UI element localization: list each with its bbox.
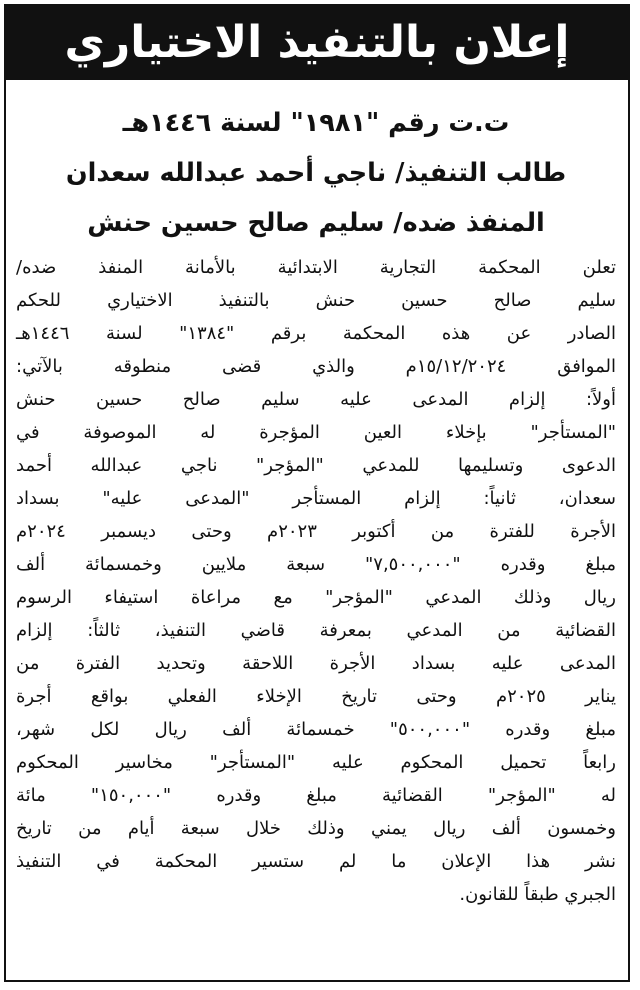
body-line: الأجرة للفترة من أكتوبر ٢٠٢٣م وحتى ديسمبر ٢٠٢٤م	[16, 521, 617, 542]
body-line: مبلغ وقدره "٧,٥٠٠,٠٠٠" سبعة ملايين وخمسمائة ألف	[16, 554, 616, 575]
notice-title: إعلان بالتنفيذ الاختياري	[64, 17, 570, 68]
notice-header	[6, 6, 628, 80]
notice-body	[16, 251, 616, 911]
body-line: وخمسون ألف ريال يمني وذلك خلال سبعة أيام من تاريخ	[16, 818, 616, 839]
body-line: الموافق ١٥/١٢/٢٠٢٤م والذي قضى منطوقه بالآتي:	[16, 356, 616, 377]
body-line: رابعاً تحميل المحكوم عليه "المستأجر" مخاسير المحكوم	[16, 752, 616, 773]
body-line: يناير ٢٠٢٥م وحتى تاريخ الإخلاء الفعلي بواقع أجرة	[16, 686, 616, 707]
notice-content	[6, 98, 628, 911]
body-line: الدعوى وتسليمها للمدعي "المؤجر" ناجي عبدالله أحمد	[16, 455, 616, 476]
case-number-heading: ت.ت رقم "١٩٨١" لسنة ١٤٤٦هـ	[122, 108, 510, 138]
body-line: القضائية من المدعي بمعرفة قاضي التنفيذ، ثالثاً: إلزام	[16, 620, 616, 641]
body-line: أولاً: إلزام المدعى عليه سليم صالح حسين حنش	[16, 389, 616, 410]
body-line: له "المؤجر" القضائية مبلغ وقدره "١٥٠,٠٠٠" مائة	[16, 785, 616, 806]
body-line: سليم صالح حسين حنش بالتنفيذ الاختياري للحكم	[16, 290, 616, 311]
body-line: نشر هذا الإعلان ما لم ستسير المحكمة في التنفيذ	[16, 851, 616, 872]
body-line: "المستأجر" بإخلاء العين المؤجرة له الموصوفة في	[16, 422, 616, 443]
execution-requester-heading: طالب التنفيذ/ ناجي أحمد عبدالله سعدان	[65, 158, 567, 188]
body-line: سعدان، ثانياً: إلزام المستأجر "المدعى عليه" بسداد	[16, 488, 616, 509]
body-line: مبلغ وقدره "٥٠٠,٠٠٠" خمسمائة ألف ريال لكل شهر،	[16, 719, 617, 740]
executed-against-heading: المنفذ ضده/ سليم صالح حسين حنش	[87, 208, 545, 238]
body-line-last: الجبري طبقاً للقانون.	[459, 884, 616, 905]
body-line: الصادر عن هذه المحكمة برقم "١٣٨٤" لسنة ١٤٤٦هـ	[16, 323, 616, 344]
body-line: ريال وذلك المدعي "المؤجر" مع مراعاة استيفاء الرسوم	[16, 587, 616, 608]
body-line: تعلن المحكمة التجارية الابتدائية بالأمانة المنفذ ضده/	[16, 257, 616, 278]
body-line: المدعى عليه بسداد الأجرة اللاحقة وتحديد الفترة من	[16, 653, 616, 674]
notice-frame	[4, 4, 630, 982]
